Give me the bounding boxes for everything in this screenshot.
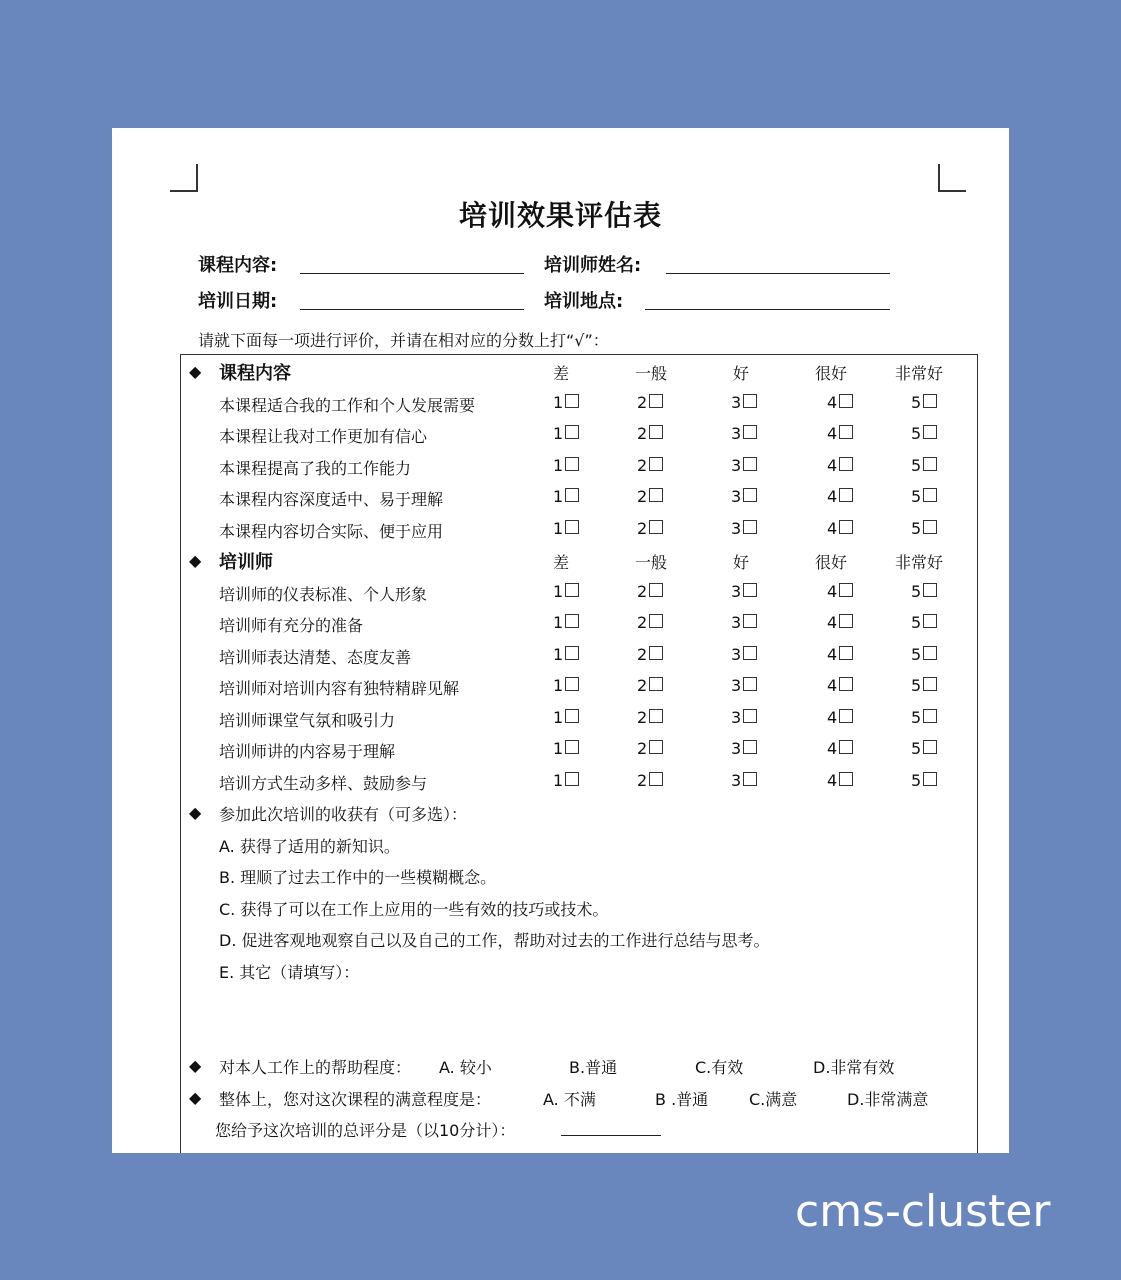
rating-item-label: 培训师有充分的准备 — [219, 616, 364, 635]
gains-option — [181, 955, 977, 985]
checkbox[interactable] — [839, 488, 853, 502]
score-option[interactable] — [827, 424, 853, 443]
score-option[interactable] — [827, 393, 853, 412]
score-option[interactable] — [827, 676, 853, 695]
rating-row — [181, 482, 977, 512]
score-option[interactable] — [637, 645, 663, 664]
score-option[interactable] — [827, 582, 853, 601]
score-number: 3 — [731, 739, 742, 758]
course-content-label: 课程内容: — [198, 255, 278, 276]
score-option[interactable] — [553, 487, 579, 506]
rating-header: 非常好 — [895, 553, 944, 572]
score-option[interactable] — [827, 708, 853, 727]
checkbox[interactable] — [839, 457, 853, 471]
rating-row — [181, 766, 977, 796]
score-number: 2 — [637, 487, 648, 506]
score-number: 1 — [553, 455, 564, 475]
rating-row — [181, 514, 977, 544]
rating-row — [181, 703, 977, 733]
satisfaction-option[interactable]: B .普通 — [655, 1089, 709, 1109]
score-option[interactable] — [731, 708, 757, 727]
checkbox[interactable] — [839, 583, 853, 597]
checkbox[interactable] — [839, 709, 853, 723]
checkbox[interactable] — [839, 677, 853, 691]
rating-header: 差 — [553, 553, 570, 572]
checkbox[interactable] — [743, 772, 757, 786]
rating-item-label: 本课程提高了我的工作能力 — [219, 458, 412, 478]
checkbox[interactable] — [649, 677, 663, 691]
rating-header: 一般 — [635, 364, 668, 383]
total-score-label: 您给予这次培训的总评分是（以10分计）： — [215, 1121, 516, 1140]
checkbox[interactable] — [649, 772, 663, 786]
checkbox[interactable] — [649, 740, 663, 754]
checkbox[interactable] — [743, 488, 757, 502]
help-option[interactable]: C.有效 — [695, 1058, 744, 1077]
trainer-name-line[interactable] — [666, 273, 890, 274]
help-option[interactable]: D.非常有效 — [813, 1058, 895, 1077]
score-option[interactable] — [911, 487, 937, 506]
form-title: 培训效果评估表 — [458, 199, 662, 232]
score-number: 4 — [827, 644, 838, 664]
checkbox[interactable] — [923, 677, 937, 691]
score-option[interactable] — [637, 613, 663, 632]
score-option[interactable] — [637, 676, 663, 695]
score-option[interactable] — [553, 393, 579, 412]
checkbox[interactable] — [923, 772, 937, 786]
score-option[interactable] — [911, 582, 937, 601]
checkbox[interactable] — [649, 394, 663, 408]
bullet-icon: ◆ — [189, 1087, 202, 1107]
score-option[interactable] — [827, 487, 853, 506]
score-number: 2 — [637, 455, 648, 475]
score-option[interactable] — [731, 424, 757, 443]
rating-row — [181, 577, 977, 607]
score-number: 2 — [637, 581, 648, 601]
score-option[interactable] — [637, 393, 663, 412]
score-option[interactable] — [637, 519, 663, 538]
score-number: 2 — [637, 392, 648, 412]
score-number: 4 — [827, 739, 838, 758]
score-number: 1 — [553, 676, 564, 695]
score-number: 3 — [731, 392, 742, 412]
rating-item-label: 培训师对培训内容有独特精辟见解 — [219, 679, 460, 698]
score-option[interactable] — [911, 393, 937, 412]
rating-header: 非常好 — [895, 364, 944, 383]
gains-header — [181, 797, 977, 827]
score-number: 1 — [553, 644, 564, 664]
checkbox[interactable] — [923, 488, 937, 502]
rating-header: 很好 — [815, 553, 848, 572]
satisfaction-option[interactable]: C.满意 — [749, 1089, 798, 1109]
score-option[interactable] — [731, 519, 757, 538]
help-option[interactable]: B.普通 — [569, 1058, 618, 1077]
score-number: 3 — [731, 487, 742, 506]
score-number: 2 — [637, 518, 648, 538]
score-number: 4 — [827, 613, 838, 632]
rating-row — [181, 734, 977, 764]
checkbox[interactable] — [923, 583, 937, 597]
score-number: 5 — [911, 424, 922, 443]
score-number: 4 — [827, 518, 838, 538]
score-number: 3 — [731, 518, 742, 538]
score-option[interactable] — [911, 676, 937, 695]
score-number: 3 — [731, 424, 742, 443]
gains-choice[interactable]: A. 获得了适用的新知识。 — [219, 836, 400, 856]
score-number: 2 — [637, 424, 648, 443]
satisfaction-label: 整体上，您对这次课程的满意程度是： — [219, 1089, 492, 1109]
checkbox[interactable] — [839, 772, 853, 786]
score-number: 4 — [827, 707, 838, 727]
form-paper — [112, 128, 1009, 1153]
score-option[interactable] — [911, 519, 937, 538]
trainer-name-label: 培训师姓名: — [544, 255, 642, 276]
score-option[interactable] — [911, 456, 937, 475]
rating-header: 差 — [553, 364, 570, 383]
score-option[interactable] — [553, 456, 579, 475]
gains-title: 参加此次培训的收获有（可多选）： — [219, 805, 468, 824]
score-option[interactable] — [553, 771, 579, 790]
score-option[interactable] — [553, 613, 579, 632]
score-option[interactable] — [731, 739, 757, 758]
score-number: 4 — [827, 424, 838, 443]
checkbox[interactable] — [649, 646, 663, 660]
score-number: 1 — [553, 770, 564, 790]
section-title: 课程内容 — [219, 363, 291, 384]
checkbox[interactable] — [565, 772, 579, 786]
satisfaction-option[interactable]: D.非常满意 — [847, 1089, 929, 1109]
checkbox[interactable] — [649, 457, 663, 471]
score-option[interactable] — [637, 456, 663, 475]
score-option[interactable] — [637, 771, 663, 790]
crop-mark-left — [170, 164, 198, 192]
score-option[interactable] — [911, 739, 937, 758]
section-header — [181, 545, 977, 575]
help-option[interactable]: A. 较小 — [439, 1058, 492, 1077]
help-label: 对本人工作上的帮助程度： — [219, 1058, 412, 1077]
score-option[interactable] — [553, 739, 579, 758]
score-number: 4 — [827, 676, 838, 695]
checkbox[interactable] — [743, 425, 757, 439]
score-number: 4 — [827, 392, 838, 412]
score-number: 3 — [731, 613, 742, 632]
checkbox[interactable] — [839, 425, 853, 439]
checkbox[interactable] — [649, 488, 663, 502]
total-score-row — [181, 1113, 977, 1143]
score-number: 5 — [911, 739, 922, 758]
score-number: 5 — [911, 770, 922, 790]
score-option[interactable] — [637, 708, 663, 727]
score-number: 1 — [553, 518, 564, 538]
training-date-line[interactable] — [300, 309, 524, 310]
score-number: 3 — [731, 707, 742, 727]
score-option[interactable] — [731, 613, 757, 632]
checkbox[interactable] — [565, 488, 579, 502]
score-option[interactable] — [911, 708, 937, 727]
score-option[interactable] — [827, 519, 853, 538]
score-option[interactable] — [827, 645, 853, 664]
evaluation-box — [180, 354, 978, 1153]
score-number: 5 — [911, 676, 922, 695]
score-number: 5 — [911, 707, 922, 727]
section-title: 培训师 — [219, 552, 273, 573]
score-number: 4 — [827, 487, 838, 506]
training-location-line[interactable] — [645, 309, 890, 310]
checkbox[interactable] — [743, 457, 757, 471]
rating-header: 很好 — [815, 364, 848, 383]
gains-option — [181, 892, 977, 922]
rating-item-label: 培训师课堂气氛和吸引力 — [219, 710, 396, 730]
watermark-text: cms-cluster — [795, 1186, 1051, 1237]
bullet-icon: ◆ — [189, 1056, 202, 1075]
score-option[interactable] — [731, 487, 757, 506]
rating-header: 好 — [733, 364, 750, 383]
rating-item-label: 培训师表达清楚、态度友善 — [219, 647, 412, 667]
rating-item-label: 本课程让我对工作更加有信心 — [219, 427, 428, 446]
rating-row — [181, 419, 977, 449]
checkbox[interactable] — [839, 646, 853, 660]
score-number: 5 — [911, 581, 922, 601]
rating-item-label: 本课程内容切合实际、便于应用 — [219, 521, 444, 541]
checkbox[interactable] — [565, 583, 579, 597]
score-number: 2 — [637, 644, 648, 664]
rating-item-label: 培训师的仪表标准、个人形象 — [219, 584, 428, 604]
checkbox[interactable] — [743, 709, 757, 723]
rating-row — [181, 671, 977, 701]
checkbox[interactable] — [743, 583, 757, 597]
checkbox[interactable] — [923, 646, 937, 660]
checkbox[interactable] — [839, 614, 853, 628]
checkbox[interactable] — [923, 740, 937, 754]
checkbox[interactable] — [923, 709, 937, 723]
rating-header: 一般 — [635, 553, 668, 572]
score-option[interactable] — [827, 771, 853, 790]
rating-item-label: 本课程内容深度适中、易于理解 — [219, 490, 444, 509]
rating-row — [181, 640, 977, 670]
score-number: 2 — [637, 676, 648, 695]
gains-option — [181, 829, 977, 859]
score-number: 5 — [911, 613, 922, 632]
score-number: 5 — [911, 644, 922, 664]
checkbox[interactable] — [649, 614, 663, 628]
checkbox[interactable] — [565, 740, 579, 754]
checkbox[interactable] — [565, 457, 579, 471]
score-number: 1 — [553, 739, 564, 758]
score-number: 5 — [911, 392, 922, 412]
score-option[interactable] — [637, 424, 663, 443]
gains-choice[interactable]: B. 理顺了过去工作中的一些模糊概念。 — [219, 868, 497, 887]
score-number: 2 — [637, 707, 648, 727]
checkbox[interactable] — [923, 425, 937, 439]
score-option[interactable] — [827, 739, 853, 758]
checkbox[interactable] — [743, 614, 757, 628]
score-option[interactable] — [911, 645, 937, 664]
checkbox[interactable] — [565, 677, 579, 691]
score-option[interactable] — [911, 771, 937, 790]
checkbox[interactable] — [743, 520, 757, 534]
score-option[interactable] — [553, 582, 579, 601]
checkbox[interactable] — [923, 457, 937, 471]
checkbox[interactable] — [743, 740, 757, 754]
score-number: 1 — [553, 613, 564, 632]
bullet-icon: ◆ — [189, 551, 202, 570]
checkbox[interactable] — [565, 709, 579, 723]
score-option[interactable] — [827, 613, 853, 632]
score-option[interactable] — [553, 424, 579, 443]
score-number: 1 — [553, 424, 564, 443]
score-number: 1 — [553, 487, 564, 506]
bullet-icon: ◆ — [189, 362, 202, 381]
score-number: 4 — [827, 455, 838, 475]
satisfaction-row — [181, 1082, 977, 1112]
score-option[interactable] — [553, 708, 579, 727]
training-date-label: 培训日期: — [198, 291, 278, 312]
rating-row — [181, 388, 977, 418]
checkbox[interactable] — [565, 646, 579, 660]
checkbox[interactable] — [839, 394, 853, 408]
score-number: 4 — [827, 770, 838, 790]
bullet-icon: ◆ — [189, 803, 202, 822]
crop-mark-right — [938, 164, 966, 192]
score-option[interactable] — [731, 676, 757, 695]
checkbox[interactable] — [649, 520, 663, 534]
checkbox[interactable] — [743, 646, 757, 660]
help-row — [181, 1050, 977, 1080]
score-option[interactable] — [553, 645, 579, 664]
score-option[interactable] — [731, 645, 757, 664]
score-number: 3 — [731, 644, 742, 664]
score-option[interactable] — [553, 519, 579, 538]
rating-item-label: 培训师讲的内容易于理解 — [219, 742, 396, 761]
score-option[interactable] — [731, 456, 757, 475]
rating-row — [181, 608, 977, 638]
score-option[interactable] — [731, 771, 757, 790]
score-number: 2 — [637, 739, 648, 758]
checkbox[interactable] — [565, 520, 579, 534]
checkbox[interactable] — [743, 394, 757, 408]
score-number: 2 — [637, 770, 648, 790]
gains-option — [181, 860, 977, 890]
checkbox[interactable] — [923, 520, 937, 534]
score-number: 1 — [553, 392, 564, 412]
checkbox[interactable] — [839, 520, 853, 534]
score-number: 1 — [553, 581, 564, 601]
course-content-line[interactable] — [300, 273, 524, 274]
checkbox[interactable] — [565, 394, 579, 408]
score-number: 4 — [827, 581, 838, 601]
score-number: 3 — [731, 676, 742, 695]
checkbox[interactable] — [565, 614, 579, 628]
checkbox[interactable] — [743, 677, 757, 691]
rating-header: 好 — [733, 553, 750, 572]
score-number: 3 — [731, 581, 742, 601]
training-location-label: 培训地点: — [544, 291, 624, 312]
checkbox[interactable] — [923, 394, 937, 408]
rating-row — [181, 451, 977, 481]
instruction-text: 请就下面每一项进行评价，并请在相对应的分数上打“√”： — [198, 331, 609, 350]
checkbox[interactable] — [565, 425, 579, 439]
satisfaction-option[interactable]: A. 不满 — [543, 1089, 596, 1109]
score-option[interactable] — [731, 582, 757, 601]
rating-item-label: 本课程适合我的工作和个人发展需要 — [219, 395, 476, 415]
rating-item-label: 培训方式生动多样、鼓励参与 — [219, 773, 428, 793]
gains-choice[interactable]: C. 获得了可以在工作上应用的一些有效的技巧或技术。 — [219, 899, 609, 919]
score-number: 3 — [731, 455, 742, 475]
score-number: 5 — [911, 487, 922, 506]
gains-choice[interactable]: E. 其它（请填写）： — [219, 962, 360, 982]
score-option[interactable] — [637, 487, 663, 506]
section-header — [181, 356, 977, 386]
score-number: 5 — [911, 455, 922, 475]
checkbox[interactable] — [649, 583, 663, 597]
score-option[interactable] — [731, 393, 757, 412]
total-score-line[interactable] — [561, 1135, 661, 1136]
gains-option — [181, 923, 977, 953]
score-number: 2 — [637, 613, 648, 632]
score-option[interactable] — [553, 676, 579, 695]
checkbox[interactable] — [649, 709, 663, 723]
checkbox[interactable] — [649, 425, 663, 439]
score-option[interactable] — [911, 424, 937, 443]
gains-choice[interactable]: D. 促进客观地观察自己以及自己的工作，帮助对过去的工作进行总结与思考。 — [219, 931, 770, 950]
score-option[interactable] — [637, 739, 663, 758]
score-number: 3 — [731, 770, 742, 790]
checkbox[interactable] — [839, 740, 853, 754]
checkbox[interactable] — [923, 614, 937, 628]
score-option[interactable] — [637, 582, 663, 601]
score-option[interactable] — [827, 456, 853, 475]
score-option[interactable] — [911, 613, 937, 632]
score-number: 5 — [911, 518, 922, 538]
score-number: 1 — [553, 707, 564, 727]
